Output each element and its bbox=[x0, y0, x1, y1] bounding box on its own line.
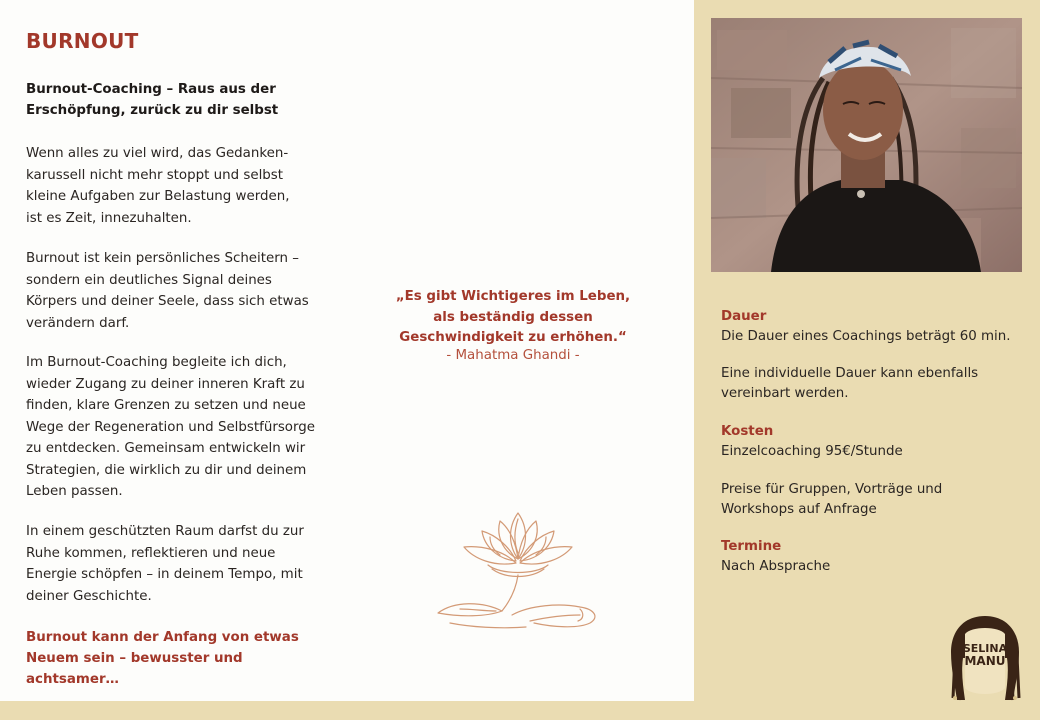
selina-manu-logo bbox=[945, 612, 1025, 704]
lotus-icon bbox=[430, 505, 605, 630]
appointments-text: Nach Absprache bbox=[721, 558, 831, 574]
duration-extra-line-2: vereinbart werden. bbox=[721, 385, 849, 401]
closing-statement: Burnout kann der Anfang von etwas Neuem sein – bewusster und achtsamer… bbox=[26, 630, 299, 687]
page-subtitle: Burnout-Coaching – Raus aus der Erschöpfung, zurück zu dir selbst bbox=[26, 82, 279, 118]
group-prices-line-2: Workshops auf Anfrage bbox=[721, 501, 877, 517]
paragraph-3: Im Burnout-Coaching begleite ich dich, wieder Zugang zu deiner inneren Kraft zu finden, klare Grenzen zu setzen und neue Wege der Regeneration und Selbstfürsorge zu entdecken. Gemeinsam entwickeln wir Strategien, die wirklich zu dir und deinem Leben passen. bbox=[26, 355, 316, 499]
logo-line-2: MANU bbox=[964, 654, 1006, 668]
paragraph-1: Wenn alles zu viel wird, das Gedanken- karussell nicht mehr stoppt und selbst kleine Aufgaben zur Belastung werden, ist es Zeit, innezuhalten. bbox=[26, 146, 290, 226]
costs-text: Einzelcoaching 95€/Stunde bbox=[721, 443, 903, 459]
duration-text: Die Dauer eines Coachings beträgt 60 min. bbox=[721, 328, 1011, 344]
portrait-photo bbox=[711, 18, 1022, 272]
appointments-section bbox=[721, 537, 1021, 576]
costs-label: Kosten bbox=[721, 424, 774, 439]
paragraph-2: Burnout ist kein persönliches Scheitern – sondern ein deutliches Signal deines Körpers und deiner Seele, dass sich etwas verändern darf. bbox=[26, 251, 309, 331]
logo-line-1: SELINA bbox=[962, 642, 1008, 655]
duration-section bbox=[721, 307, 1021, 346]
duration-label: Dauer bbox=[721, 309, 767, 324]
quote-author: - Mahatma Ghandi - bbox=[446, 348, 580, 363]
group-prices bbox=[721, 480, 1021, 519]
quote-text: „Es gibt Wichtigeres im Leben, als beständig dessen Geschwindigkeit zu erhöhen.“ bbox=[395, 289, 631, 345]
appointments-label: Termine bbox=[721, 539, 782, 554]
duration-extra-line-1: Eine individuelle Dauer kann ebenfalls bbox=[721, 366, 979, 381]
group-prices-line-1: Preise für Gruppen, Vorträge und bbox=[721, 482, 943, 497]
page-title: BURNOUT bbox=[26, 29, 139, 53]
paragraph-4: In einem geschützten Raum darfst du zur Ruhe kommen, reflektieren und neue Energie schöpfen – in deinem Tempo, mit deiner Geschichte. bbox=[26, 524, 304, 604]
duration-extra bbox=[721, 364, 1021, 403]
costs-section bbox=[721, 422, 1021, 461]
